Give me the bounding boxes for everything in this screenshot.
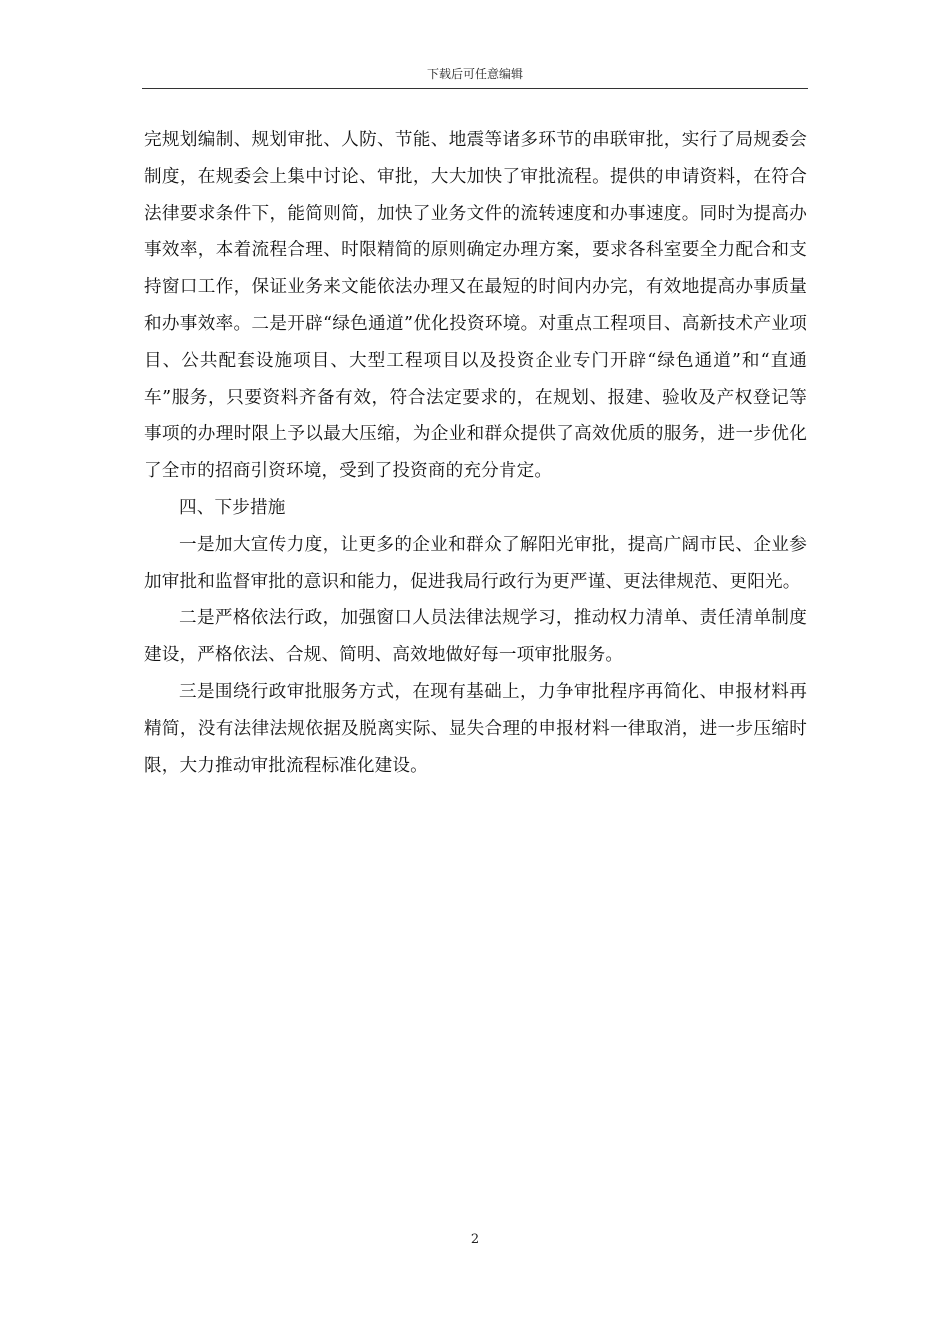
page-header: 下载后可任意编辑 — [426, 67, 523, 81]
section-heading: 四、下步措施 — [179, 497, 286, 518]
paragraph: 一是加大宣传力度，让更多的企业和群众了解阳光审批，提高广阔市民、企业参加审批和监督审批的意识和能力，促进我局行政行为更严谨、更法律规范、更阳光。 — [144, 534, 807, 592]
body-text — [144, 122, 807, 784]
paragraph: 三是围绕行政审批服务方式，在现有基础上，力争审批程序再简化、申报材料再精简，没有法律法规依据及脱离实际、显失合理的申报材料一律取消，进一步压缩时限，大力推动审批流程标准化建设。 — [144, 681, 807, 776]
page-number: 2 — [470, 1232, 480, 1247]
paragraph: 二是严格依法行政，加强窗口人员法律法规学习，推动权力清单、责任清单制度建设，严格依法、合规、简明、高效地做好每一项审批服务。 — [144, 608, 807, 666]
header-rule — [142, 88, 808, 89]
paragraph-continuation: 完规划编制、规划审批、人防、节能、地震等诸多环节的串联审批，实行了局规委会制度，在规委会上集中讨论、审批，大大加快了审批流程。提供的申请资料，在符合法律要求条件下，能简则简，加快了业务文件的流转速度和办事速度。同时为提高办事效率，本着流程合理、时限精简的原则确定办理方案，要求各科室要全力配合和支持窗口工作，保证业务来文能依法办理又在最短的时间内办完，有效地提高办事质量和办事效率。二是开辟“绿色通道”优化投资环境。对重点工程项目、高新技术产业项目、公共配套设施项目、大型工程项目以及投资企业专门开辟“绿色通道”和“直通车”服务，只要资料齐备有效，符合法定要求的，在规划、报建、验收及产权登记等事项的办理时限上予以最大压缩，为企业和群众提供了高效优质的服务，进一步优化了全市的招商引资环境，受到了投资商的充分肯定。 — [144, 130, 807, 482]
